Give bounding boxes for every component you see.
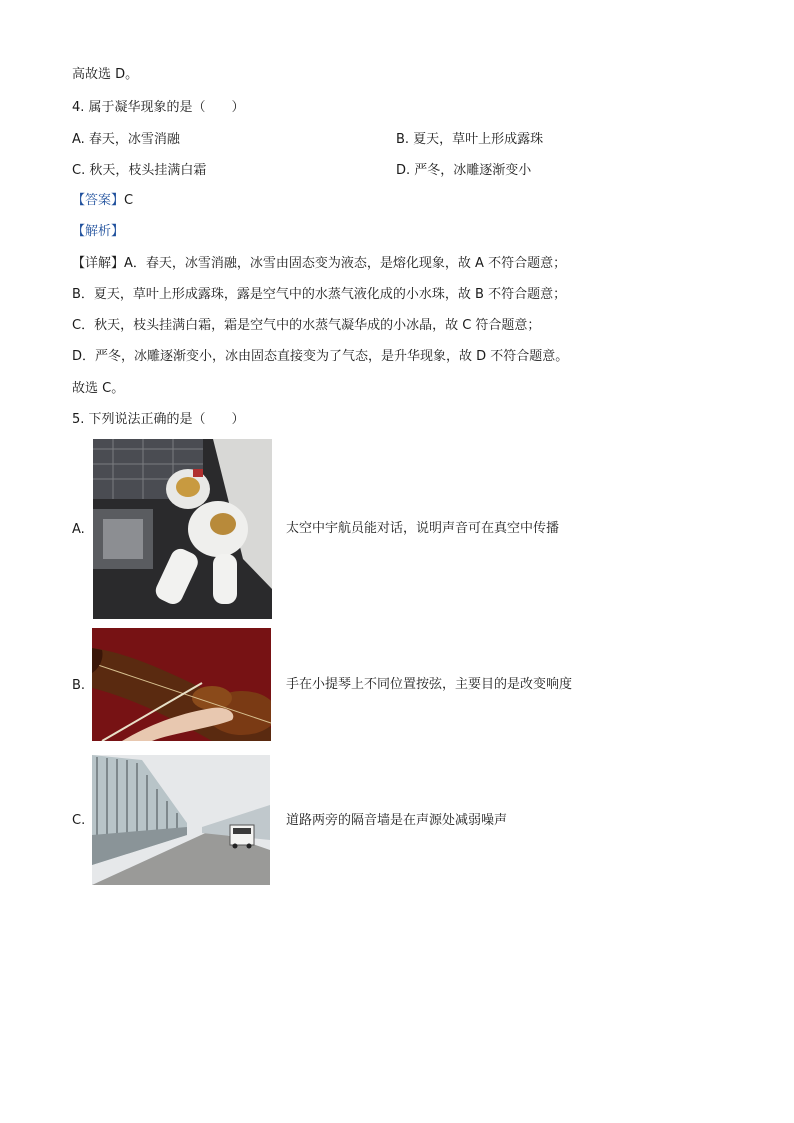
answer-value: C — [124, 193, 134, 208]
q4-answer-line — [72, 192, 133, 210]
detail-line-a — [72, 255, 566, 273]
q5-option-a-label: A. — [72, 522, 85, 537]
question-5-stem: 5. 下列说法正确的是（ ） — [72, 412, 245, 427]
q4-option-a: A. 春天，冰雪消融 — [72, 132, 180, 147]
astronaut-spacewalk-image — [93, 439, 272, 619]
q5-option-b-label: B. — [72, 678, 86, 693]
previous-answer-tail: 高故选 D。 — [72, 67, 139, 82]
q5-option-a-text: 太空中宇航员能对话，说明声音可在真空中传播 — [286, 521, 560, 536]
q5-option-c-label: C. — [72, 813, 86, 828]
analysis-tag: 【解析】 — [72, 224, 125, 239]
q5-option-b-text: 手在小提琴上不同位置按弦，主要目的是改变响度 — [286, 677, 573, 692]
answer-tag: 【答案】 — [72, 193, 125, 208]
detail-tag: 【详解】 — [72, 256, 125, 271]
detail-line-d: D．严冬，冰雕逐渐变小，冰由固态直接变为了气态，是升华现象，故 D 不符合题意。 — [72, 349, 569, 364]
violin-playing-image — [92, 628, 271, 741]
q4-option-b: B. 夏天，草叶上形成露珠 — [396, 132, 544, 147]
question-4-stem: 4. 属于凝华现象的是（ ） — [72, 100, 245, 115]
detail-text-a: A．春天，冰雪消融，冰雪由固态变为液态，是熔化现象，故 A 不符合题意； — [124, 256, 567, 271]
q4-conclusion: 故选 C。 — [72, 381, 125, 396]
detail-line-b: B．夏天，草叶上形成露珠，露是空气中的水蒸气液化成的小水珠，故 B 不符合题意； — [72, 287, 567, 302]
detail-line-c: C．秋天，枝头挂满白霜，霜是空气中的水蒸气凝华成的小冰晶，故 C 符合题意； — [72, 318, 541, 333]
q4-option-c: C. 秋天，枝头挂满白霜 — [72, 163, 207, 178]
q5-option-c-text: 道路两旁的隔音墙是在声源处减弱噪声 — [286, 813, 508, 828]
noise-barrier-road-image — [92, 755, 270, 885]
q4-option-d: D. 严冬，冰雕逐渐变小 — [396, 163, 532, 178]
